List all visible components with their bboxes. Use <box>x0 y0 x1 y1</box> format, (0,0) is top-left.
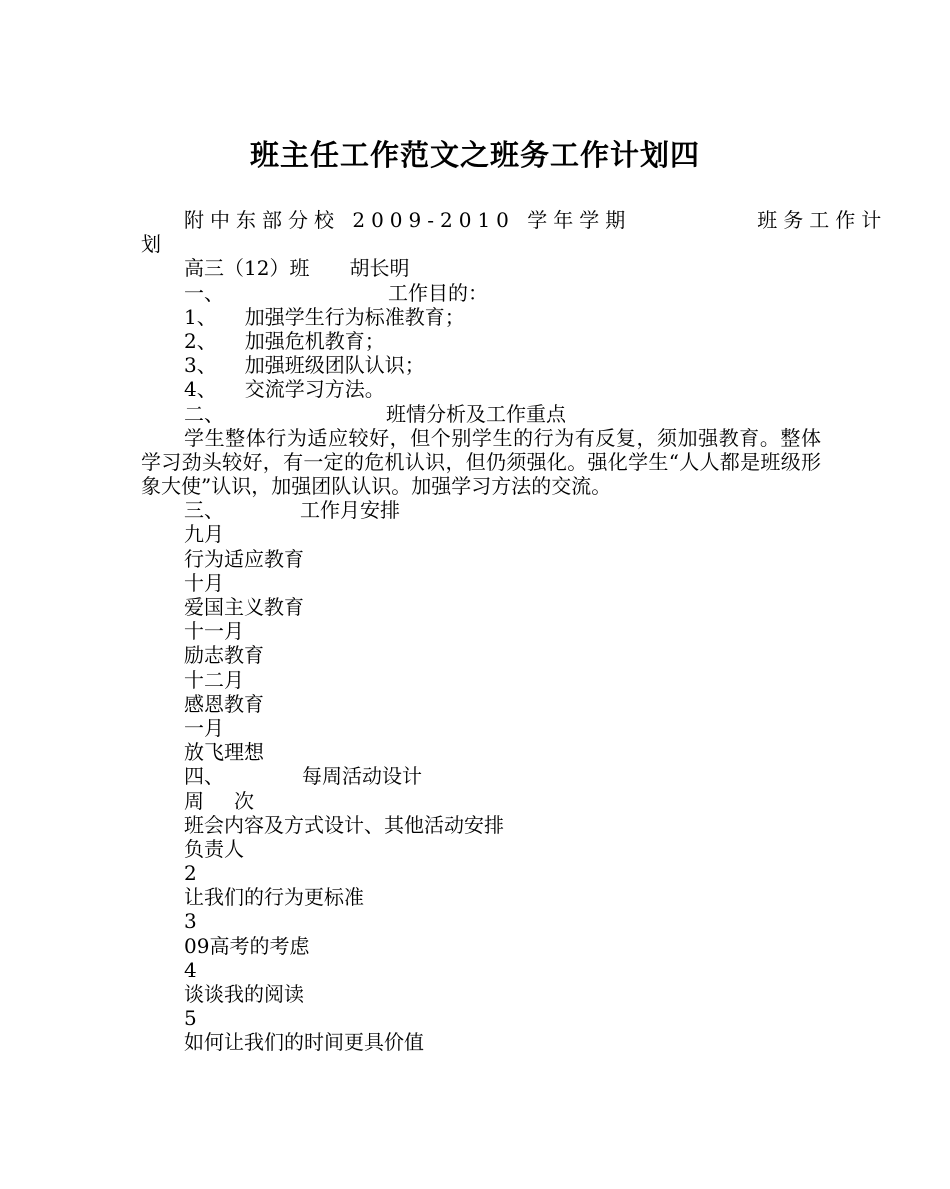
week-number: 3 <box>184 909 197 934</box>
section-number: 四、 <box>184 764 224 789</box>
month-topic: 励志教育 <box>184 643 264 668</box>
week-number: 2 <box>184 861 197 886</box>
week-number: 4 <box>184 957 197 982</box>
section-title: 班情分析及工作重点 <box>386 401 566 426</box>
section-title: 工作月安排 <box>300 498 400 523</box>
header-wrap: 划 <box>141 232 161 257</box>
month-topic: 爱国主义教育 <box>184 595 304 620</box>
section-number: 三、 <box>184 498 224 523</box>
table-header-content: 班会内容及方式设计、其他活动安排 <box>184 812 504 837</box>
document-title: 班主任工作范文之班务工作计划四 <box>249 138 700 172</box>
table-header-owner: 负责人 <box>184 836 244 861</box>
section-heading <box>141 764 821 788</box>
list-item <box>141 377 821 401</box>
month-label: 十一月 <box>184 619 244 644</box>
month-label: 一月 <box>184 715 224 740</box>
month-topic: 感恩教育 <box>184 691 264 716</box>
month-label: 十月 <box>184 570 224 595</box>
document-body <box>141 208 888 1055</box>
list-item-text: 加强班级团队认识； <box>244 353 425 378</box>
section-heading <box>141 281 821 305</box>
header-right: 班务工作计 <box>757 208 888 232</box>
list-item-number: 1、 <box>184 304 217 329</box>
list-item-text: 交流学习方法。 <box>244 377 385 402</box>
month-label: 九月 <box>184 522 224 547</box>
section-number: 二、 <box>184 401 224 426</box>
analysis-paragraph: 学生整体行为适应较好，但个别学生的行为有反复，须加强教育。整体学习劲头较好，有一定的危机认识，但仍须强化。强化学生“人人都是班级形象大使”认识，加强团队认识。加强学习方法的交流。 <box>141 425 821 499</box>
week-topic: 如何让我们的时间更具价值 <box>184 1030 424 1055</box>
list-item <box>141 329 821 353</box>
teacher-name: 胡长明 <box>349 256 410 281</box>
month-label: 十二月 <box>184 667 244 692</box>
week-number: 5 <box>184 1006 197 1031</box>
week-topic: 09高考的考虑 <box>184 933 310 958</box>
header-line <box>141 208 888 232</box>
list-item <box>141 305 821 329</box>
header-left: 附中东部分校 2009-2010 学年学期 <box>184 208 632 232</box>
week-topic: 谈谈我的阅读 <box>184 982 304 1007</box>
week-topic: 让我们的行为更标准 <box>184 885 364 910</box>
section-title: 每周活动设计 <box>302 764 422 789</box>
list-item-number: 2、 <box>184 328 217 353</box>
list-item-number: 4、 <box>184 377 217 402</box>
class-name: 高三（12）班 <box>184 256 310 281</box>
section-number: 一、 <box>184 280 224 305</box>
section-heading <box>141 402 821 426</box>
class-line <box>141 256 821 280</box>
month-topic: 行为适应教育 <box>184 546 304 571</box>
table-header-week: 周 次 <box>184 788 254 813</box>
list-item-number: 3、 <box>184 353 217 378</box>
month-topic: 放飞理想 <box>184 740 264 765</box>
list-item <box>141 353 821 377</box>
section-title: 工作目的： <box>388 280 488 305</box>
section-heading <box>141 498 821 522</box>
list-item-text: 加强学生行为标准教育； <box>244 304 465 329</box>
list-item-text: 加强危机教育； <box>244 328 385 353</box>
